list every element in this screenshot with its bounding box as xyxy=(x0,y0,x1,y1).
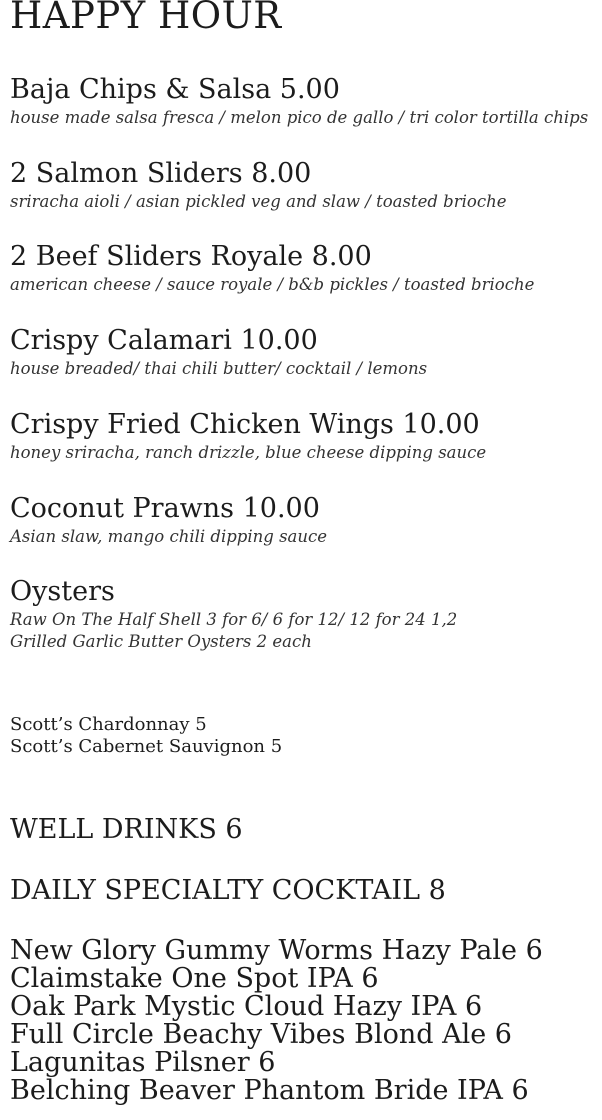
menu-item-beef-sliders xyxy=(10,240,600,296)
menu-item-name: Oysters xyxy=(10,576,115,607)
beer-list xyxy=(10,937,543,1105)
beer-item: Full Circle Beachy Vibes Blond Ale 6 xyxy=(10,1019,512,1050)
beer-item: Belching Beaver Phantom Bride IPA 6 xyxy=(10,1075,529,1106)
specialty-cocktail: DAILY SPECIALTY COCKTAIL 8 xyxy=(10,875,446,906)
beer-item: Claimstake One Spot IPA 6 xyxy=(10,963,379,994)
menu-title: HAPPY HOUR xyxy=(10,0,282,37)
menu-item-description: Asian slaw, mango chili dipping sauce xyxy=(10,527,328,546)
wine-cabernet: Scott’s Cabernet Sauvignon 5 xyxy=(10,736,283,757)
menu-item-description: Grilled Garlic Butter Oysters 2 each xyxy=(10,632,312,651)
beer-item: Lagunitas Pilsner 6 xyxy=(10,1047,276,1078)
menu-item-coconut-prawns xyxy=(10,492,600,548)
menu-item-chicken-wings xyxy=(10,408,600,464)
menu-item-name: 2 Beef Sliders Royale 8.00 xyxy=(10,241,372,272)
menu-item-baja-chips xyxy=(10,73,600,129)
menu-item-calamari xyxy=(10,324,600,380)
menu-item-name: Coconut Prawns 10.00 xyxy=(10,493,320,524)
wine-chardonnay: Scott’s Chardonnay 5 xyxy=(10,714,207,735)
menu-item-name: 2 Salmon Sliders 8.00 xyxy=(10,158,312,189)
menu-item-salmon-sliders xyxy=(10,157,600,213)
menu-item-description: honey sriracha, ranch drizzle, blue cheese dipping sauce xyxy=(10,443,487,462)
beer-item: Oak Park Mystic Cloud Hazy IPA 6 xyxy=(10,991,483,1022)
menu-item-oysters xyxy=(10,575,600,653)
menu-item-name: Crispy Fried Chicken Wings 10.00 xyxy=(10,409,480,440)
menu-item-description: house breaded/ thai chili butter/ cocktail / lemons xyxy=(10,359,428,378)
menu-item-description: sriracha aioli / asian pickled veg and slaw / toasted brioche xyxy=(10,192,507,211)
menu-item-name: Baja Chips & Salsa 5.00 xyxy=(10,74,340,105)
well-drinks: WELL DRINKS 6 xyxy=(10,814,243,845)
menu-item-name: Crispy Calamari 10.00 xyxy=(10,325,318,356)
beer-item: New Glory Gummy Worms Hazy Pale 6 xyxy=(10,935,543,966)
menu-item-description: american cheese / sauce royale / b&b pickles / toasted brioche xyxy=(10,275,535,294)
menu-item-description: Raw On The Half Shell 3 for 6/ 6 for 12/ 12 for 24 1,2 xyxy=(10,610,458,629)
menu-item-description: house made salsa fresca / melon pico de gallo / tri color tortilla chips xyxy=(10,108,589,127)
